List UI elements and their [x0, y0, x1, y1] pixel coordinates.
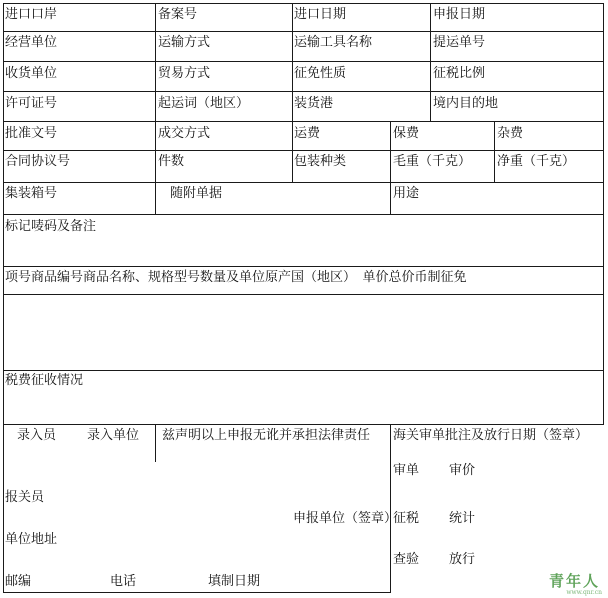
- bill-no-label: 提运单号: [433, 35, 486, 50]
- loading-port-label: 装货港: [294, 96, 334, 111]
- pricing-label: 审价: [449, 463, 476, 478]
- declare-date-label: 申报日期: [433, 7, 486, 22]
- grid-line: [390, 121, 391, 215]
- grid-line: [3, 61, 604, 62]
- grid-line: [292, 3, 293, 183]
- entry-clerk-label: 录入员: [17, 428, 57, 443]
- grid-line: [3, 214, 604, 215]
- container-no-label: 集装箱号: [5, 186, 58, 201]
- grid-line: [3, 592, 391, 593]
- misc-fee-label: 杂费: [497, 126, 524, 141]
- watermark-url: www.qnr.cn: [566, 589, 602, 596]
- attached-docs-label: 随附单据: [170, 186, 223, 201]
- exemption-nature-label: 征免性质: [294, 66, 347, 81]
- trade-mode-label: 贸易方式: [158, 66, 211, 81]
- insurance-label: 保费: [393, 126, 420, 141]
- grid-line: [430, 3, 431, 121]
- grid-line: [3, 31, 604, 32]
- pieces-label: 件数: [158, 154, 185, 169]
- inspection-label: 查验: [393, 552, 420, 567]
- import-date-label: 进口日期: [294, 7, 347, 22]
- grid-line: [603, 3, 604, 424]
- grid-line: [3, 294, 604, 295]
- watermark-logo: 青年人: [548, 572, 600, 590]
- declarant-unit-seal-label: 申报单位（签章）: [293, 511, 398, 526]
- net-weight-label: 净重（千克）: [497, 154, 576, 169]
- fill-date-label: 填制日期: [208, 574, 261, 589]
- import-port-label: 进口口岸: [5, 7, 58, 22]
- grid-line: [494, 121, 495, 183]
- package-type-label: 包装种类: [294, 154, 347, 169]
- declaration-statement: 兹声明以上申报无讹并承担法律责任: [162, 428, 371, 443]
- consignee-label: 收货单位: [5, 66, 58, 81]
- transport-mode-label: 运输方式: [158, 35, 211, 50]
- statistics-label: 统计: [449, 511, 476, 526]
- review-label: 审单: [393, 463, 420, 478]
- declarant-label: 报关员: [5, 490, 45, 505]
- grid-line: [155, 424, 156, 462]
- license-no-label: 许可证号: [5, 96, 58, 111]
- unit-address-label: 单位地址: [5, 532, 58, 547]
- grid-line: [3, 150, 604, 151]
- deal-mode-label: 成交方式: [158, 126, 211, 141]
- tax-status-label: 税费征收情况: [5, 373, 84, 388]
- grid-line: [3, 370, 604, 371]
- postcode-label: 邮编: [5, 574, 32, 589]
- grid-line: [3, 121, 604, 122]
- marks-label: 标记唛码及备注: [5, 219, 97, 234]
- record-no-label: 备案号: [158, 7, 198, 22]
- contract-no-label: 合同协议号: [5, 154, 71, 169]
- grid-line: [3, 3, 4, 593]
- tax-ratio-label: 征税比例: [433, 66, 486, 81]
- release-label: 放行: [449, 552, 476, 567]
- grid-line: [390, 424, 391, 593]
- goods-header: 项号商品编号商品名称、规格型号数量及单位原产国（地区） 单价总价币制征免: [5, 270, 467, 285]
- grid-line: [3, 266, 604, 267]
- gross-weight-label: 毛重（千克）: [393, 154, 472, 169]
- customs-approval-label: 海关审单批注及放行日期（签章）: [393, 428, 589, 443]
- grid-line: [3, 424, 604, 425]
- approval-no-label: 批准文号: [5, 126, 58, 141]
- grid-line: [3, 3, 604, 4]
- phone-label: 电话: [110, 574, 137, 589]
- taxation-label: 征税: [393, 511, 420, 526]
- freight-label: 运费: [294, 126, 321, 141]
- entry-unit-label: 录入单位: [87, 428, 140, 443]
- grid-line: [155, 3, 156, 215]
- operator-label: 经营单位: [5, 35, 58, 50]
- origin-country-label: 起运词（地区）: [158, 96, 250, 111]
- grid-line: [3, 91, 604, 92]
- grid-line: [3, 182, 604, 183]
- vehicle-name-label: 运输工具名称: [294, 35, 373, 50]
- destination-label: 境内目的地: [433, 96, 499, 111]
- usage-label: 用途: [393, 186, 420, 201]
